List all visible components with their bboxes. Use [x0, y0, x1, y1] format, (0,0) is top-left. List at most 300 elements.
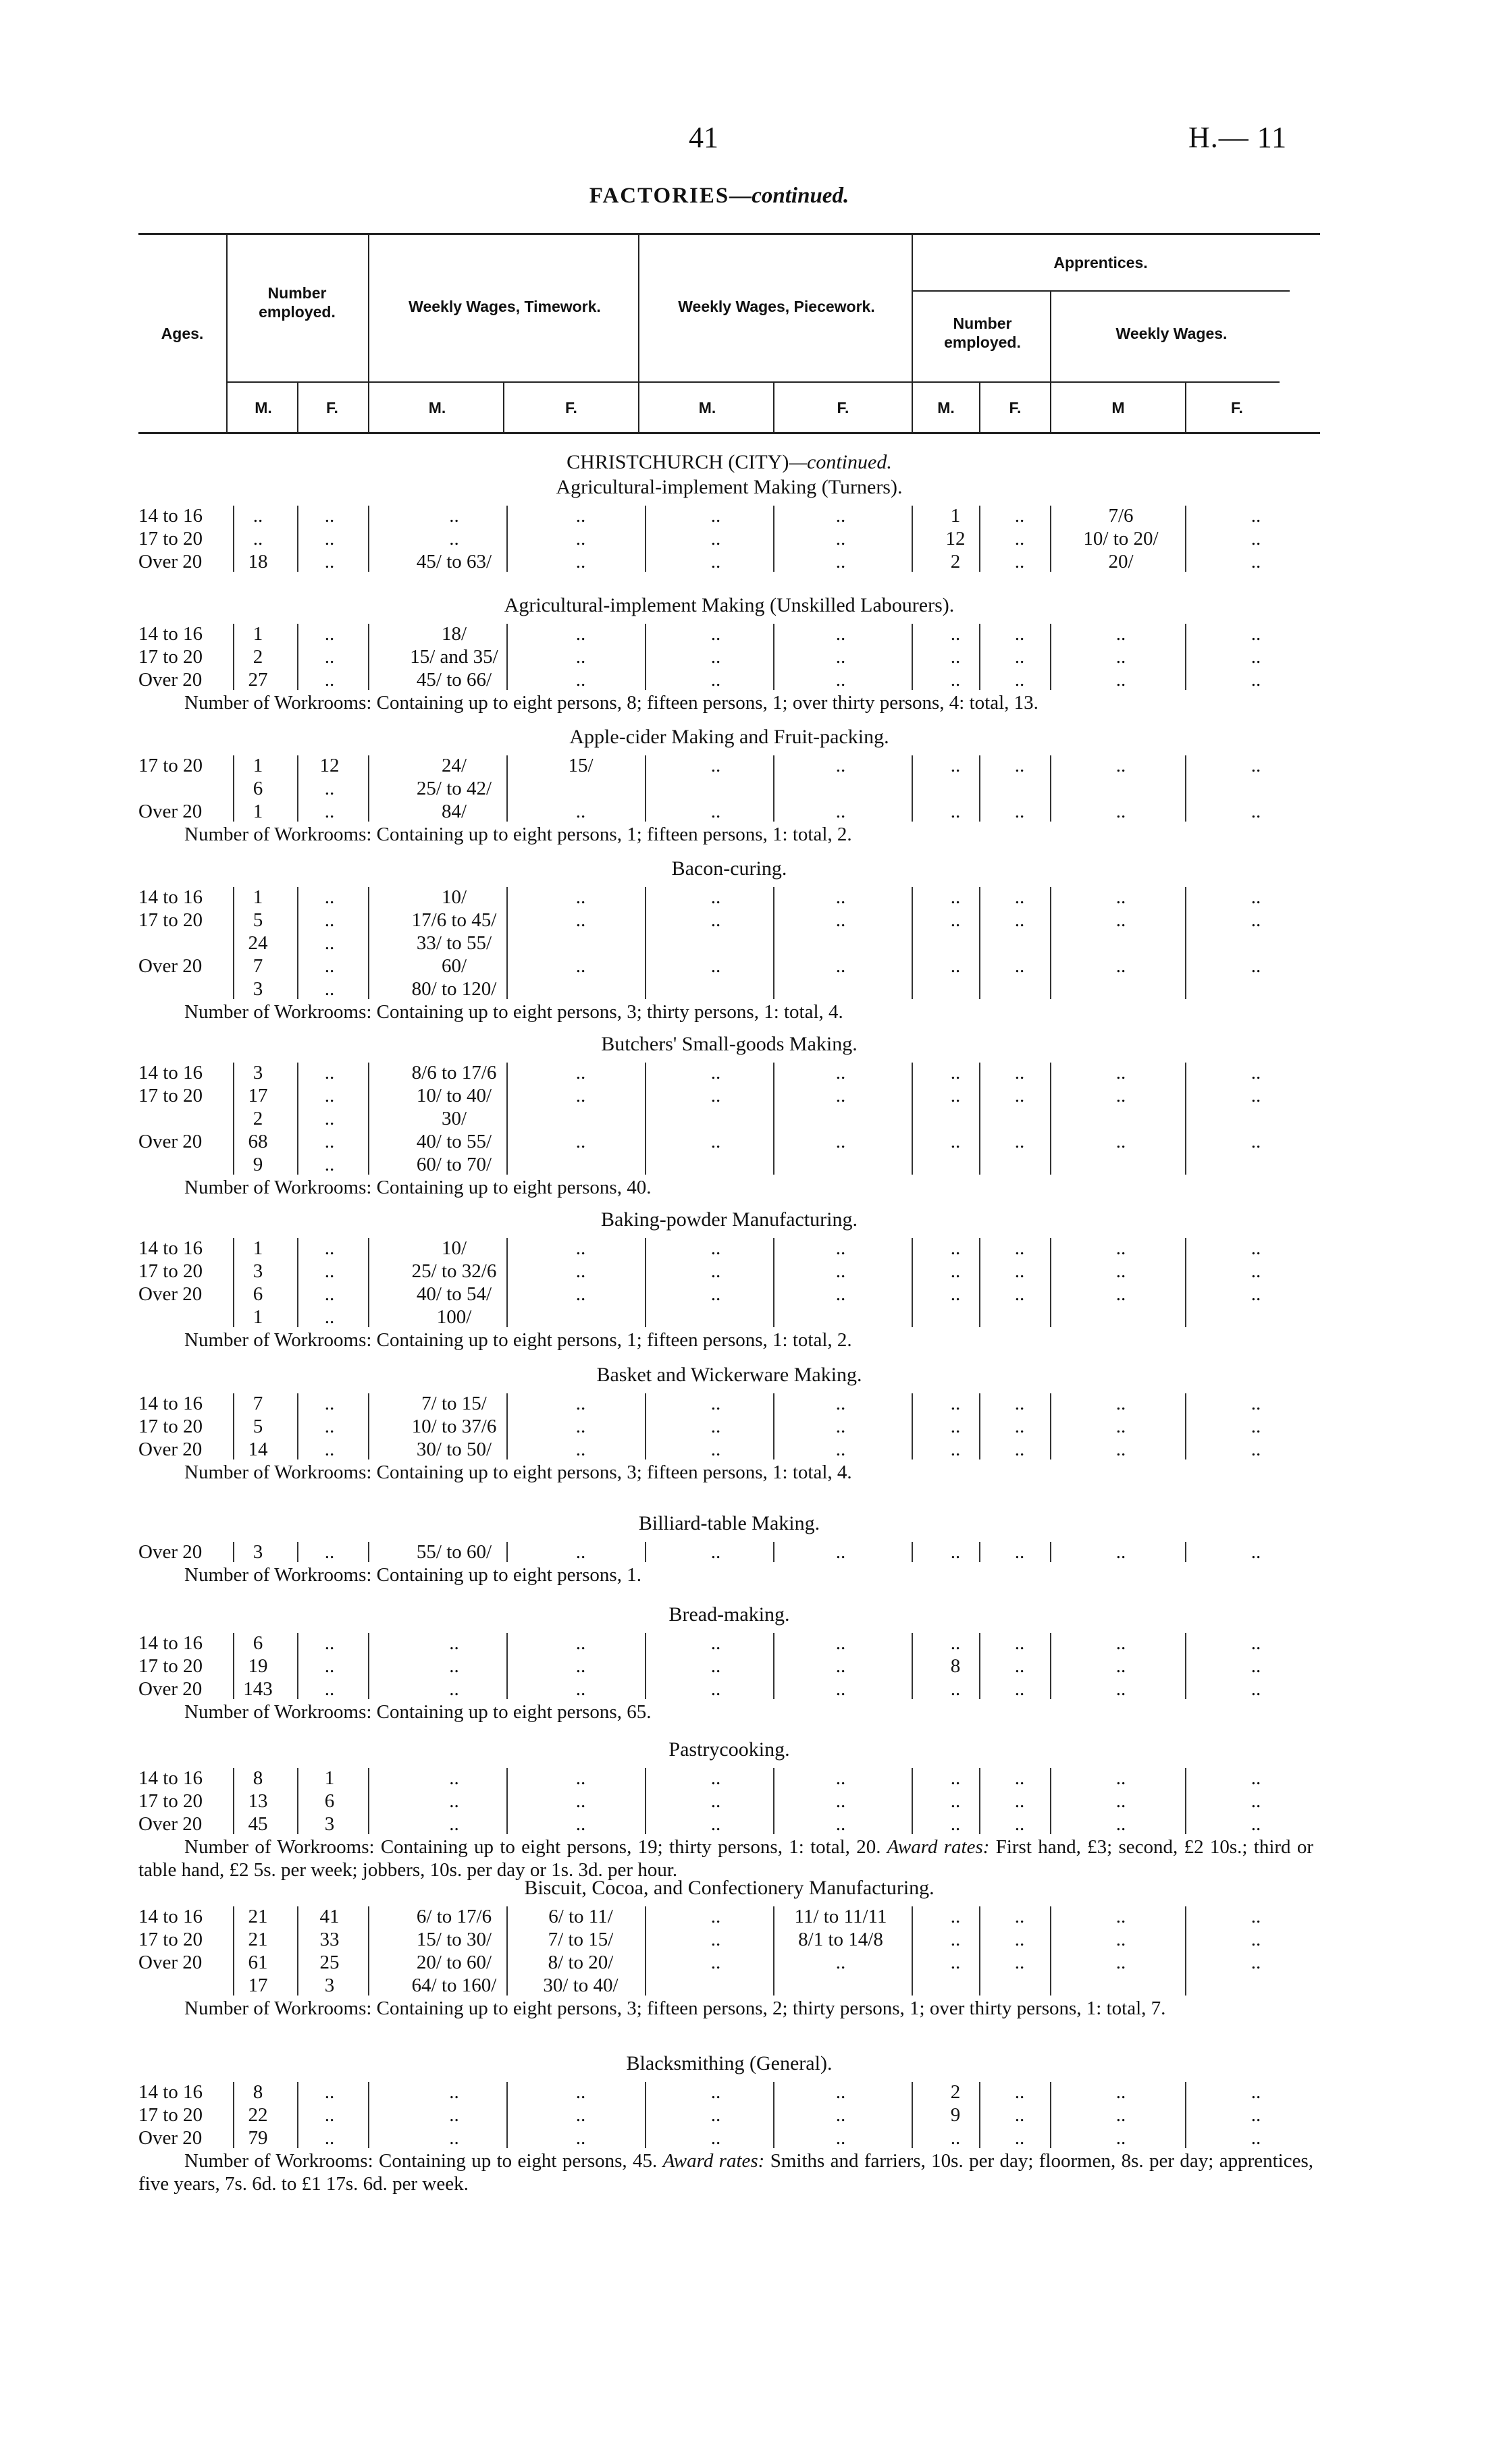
- cell-f: ..: [324, 1393, 335, 1414]
- workrooms-note: [138, 1176, 1313, 1199]
- cell-pm: ..: [710, 623, 721, 645]
- cell-wf: ..: [1251, 1062, 1261, 1083]
- cell-af: ..: [1014, 886, 1025, 908]
- column-rule: [645, 1542, 646, 1562]
- cell-age: Over 20: [138, 1131, 203, 1152]
- cell-f: ..: [324, 909, 335, 931]
- column-rule: [297, 624, 298, 690]
- cell-tm: 18/: [441, 623, 467, 645]
- cell-pm: ..: [710, 2127, 721, 2149]
- column-rule: [233, 1393, 234, 1459]
- cell-wm: ..: [1115, 1952, 1126, 1973]
- header-number-employed: Number employed.: [259, 284, 336, 321]
- column-rule: [979, 506, 980, 572]
- cell-age: 17 to 20: [138, 755, 203, 776]
- column-rule: [297, 1633, 298, 1699]
- cell-wf: ..: [1251, 528, 1261, 550]
- cell-m: 1: [253, 886, 263, 908]
- cell-wm: ..: [1115, 669, 1126, 691]
- cell-am: ..: [950, 1131, 961, 1152]
- cell-am: 9: [950, 2104, 961, 2126]
- page-number: 41: [689, 121, 718, 154]
- column-rule: [506, 624, 508, 690]
- cell-wf: ..: [1251, 1906, 1261, 1927]
- cell-tm: ..: [449, 505, 459, 527]
- column-rule: [912, 755, 913, 822]
- table-row: [0, 1974, 1350, 1997]
- column-rule: [1050, 1906, 1051, 1996]
- cell-af: ..: [1014, 505, 1025, 527]
- cell-wm: ..: [1115, 1767, 1126, 1789]
- workrooms-note: [138, 691, 1313, 714]
- cell-pf: ..: [835, 2127, 846, 2149]
- cell-f: ..: [324, 1439, 335, 1460]
- header-f: F.: [837, 399, 849, 417]
- cell-f: ..: [324, 2127, 335, 2149]
- cell-tm: 33/ to 55/: [416, 932, 492, 954]
- cell-wm: ..: [1115, 646, 1126, 668]
- cell-m: 6: [253, 1283, 263, 1305]
- column-rule: [773, 1768, 774, 1834]
- column-rule: [773, 2082, 774, 2148]
- cell-pm: ..: [710, 1655, 721, 1677]
- table-row: [0, 932, 1350, 955]
- cell-m: 3: [253, 1062, 263, 1083]
- column-rule: [645, 1633, 646, 1699]
- column-rule: [912, 624, 913, 690]
- table-row: [0, 504, 1350, 527]
- cell-tf: ..: [575, 909, 586, 931]
- cell-f: ..: [324, 1085, 335, 1106]
- cell-pf: ..: [835, 886, 846, 908]
- cell-f: ..: [324, 551, 335, 572]
- column-rule: [233, 887, 234, 999]
- column-rule: [645, 887, 646, 999]
- cell-age: 14 to 16: [138, 623, 203, 645]
- cell-tm: 30/: [441, 1108, 467, 1129]
- cell-am: ..: [950, 1929, 961, 1950]
- table-row: [0, 1905, 1350, 1928]
- cell-am: 8: [950, 1655, 961, 1677]
- column-rule: [1185, 1768, 1186, 1834]
- cell-age: 14 to 16: [138, 1062, 203, 1083]
- cell-tm: 45/ to 66/: [416, 669, 492, 691]
- cell-af: ..: [1014, 1439, 1025, 1460]
- column-rule: [368, 506, 369, 572]
- cell-wf: ..: [1251, 1260, 1261, 1282]
- cell-pf: ..: [835, 755, 846, 776]
- cell-pf: ..: [835, 1541, 846, 1563]
- cell-pf: ..: [835, 2081, 846, 2103]
- cell-pm: ..: [710, 669, 721, 691]
- cell-wm: ..: [1115, 1906, 1126, 1927]
- cell-tf: ..: [575, 955, 586, 977]
- column-rule: [1050, 2082, 1051, 2148]
- cell-af: ..: [1014, 646, 1025, 668]
- cell-tf: ..: [575, 1541, 586, 1563]
- cell-pf: ..: [835, 1393, 846, 1414]
- cell-age: Over 20: [138, 2127, 203, 2149]
- column-rule: [297, 1542, 298, 1562]
- cell-wf: ..: [1251, 1283, 1261, 1305]
- table-row: [0, 1813, 1350, 1836]
- cell-am: ..: [950, 646, 961, 668]
- cell-am: ..: [950, 1416, 961, 1437]
- table-row: [0, 1153, 1350, 1176]
- cell-pm: ..: [710, 909, 721, 931]
- cell-tm: 10/ to 40/: [416, 1085, 492, 1106]
- cell-wm: ..: [1115, 1085, 1126, 1106]
- column-rule: [233, 1633, 234, 1699]
- cell-f: ..: [324, 623, 335, 645]
- header-top-rule: [138, 233, 1320, 235]
- cell-pm: ..: [710, 1767, 721, 1789]
- cell-f: ..: [324, 1062, 335, 1083]
- column-rule: [506, 1768, 508, 1834]
- cell-wm: 10/ to 20/: [1083, 528, 1159, 550]
- cell-af: ..: [1014, 528, 1025, 550]
- column-rule: [506, 755, 508, 822]
- cell-am: 2: [950, 551, 961, 572]
- cell-tm: ..: [449, 1813, 459, 1835]
- cell-age: 17 to 20: [138, 1929, 203, 1950]
- cell-af: ..: [1014, 2081, 1025, 2103]
- column-rule: [1050, 755, 1051, 822]
- column-rule: [773, 1542, 774, 1562]
- section-title: Agricultural-implement Making (Unskilled Labourers).: [504, 594, 955, 616]
- column-rule: [773, 1063, 774, 1175]
- cell-pf: 8/1 to 14/8: [798, 1929, 883, 1950]
- cell-pm: ..: [710, 2104, 721, 2126]
- header-weekly-timework: Weekly Wages, Timework.: [409, 298, 601, 315]
- cell-pf: ..: [835, 1237, 846, 1259]
- cell-m: 9: [253, 1154, 263, 1175]
- column-rule: [1050, 1238, 1051, 1327]
- cell-tm: 25/ to 32/6: [411, 1260, 497, 1282]
- header-f: F.: [565, 399, 577, 417]
- cell-tm: 7/ to 15/: [421, 1393, 487, 1414]
- workrooms-text: Number of Workrooms: Containing up to eight persons, 3; thirty persons, 1: total, 4.: [184, 1001, 843, 1023]
- cell-wm: ..: [1115, 2081, 1126, 2103]
- cell-af: ..: [1014, 551, 1025, 572]
- section-title: Butchers' Small-goods Making.: [601, 1033, 858, 1055]
- cell-wf: ..: [1251, 2081, 1261, 2103]
- table-row: [0, 800, 1350, 823]
- cell-pm: ..: [710, 1260, 721, 1282]
- header-divider: [368, 235, 369, 432]
- cell-age: 14 to 16: [138, 2081, 203, 2103]
- cell-f: ..: [324, 505, 335, 527]
- column-rule: [368, 2082, 369, 2148]
- cell-m: 3: [253, 1541, 263, 1563]
- cell-m: 17: [248, 1085, 268, 1106]
- cell-pm: ..: [710, 551, 721, 572]
- cell-pf: ..: [835, 1678, 846, 1700]
- table-row: [0, 527, 1350, 550]
- cell-pm: ..: [710, 2081, 721, 2103]
- cell-tf: 6/ to 11/: [548, 1906, 613, 1927]
- cell-tf: ..: [575, 1085, 586, 1106]
- cell-tm: 10/: [441, 1237, 467, 1259]
- cell-am: ..: [950, 1393, 961, 1414]
- cell-age: 17 to 20: [138, 1655, 203, 1677]
- cell-wf: ..: [1251, 1655, 1261, 1677]
- cell-am: ..: [950, 801, 961, 822]
- cell-am: ..: [950, 909, 961, 931]
- table-row: [0, 754, 1350, 777]
- cell-af: ..: [1014, 623, 1025, 645]
- cell-tm: 60/: [441, 955, 467, 977]
- cell-tm: ..: [449, 1655, 459, 1677]
- cell-pf: 11/ to 11/11: [794, 1906, 887, 1927]
- cell-wm: ..: [1115, 1283, 1126, 1305]
- cell-f: ..: [324, 932, 335, 954]
- cell-pm: ..: [710, 755, 721, 776]
- cell-m: 7: [253, 955, 263, 977]
- cell-tm: 15/ and 35/: [410, 646, 498, 668]
- cell-pf: ..: [835, 1260, 846, 1282]
- cell-wf: ..: [1251, 1439, 1261, 1460]
- column-rule: [1185, 506, 1186, 572]
- cell-m: 1: [253, 1237, 263, 1259]
- cell-wm: ..: [1115, 1237, 1126, 1259]
- column-rule: [297, 1906, 298, 1996]
- cell-pm: ..: [710, 1237, 721, 1259]
- table-row: [0, 1951, 1350, 1974]
- cell-am: 1: [950, 505, 961, 527]
- cell-f: 6: [324, 1790, 335, 1812]
- cell-f: 25: [319, 1952, 340, 1973]
- cell-f: 3: [324, 1813, 335, 1835]
- cell-wm: 7/6: [1108, 505, 1134, 527]
- cell-m: 14: [248, 1439, 268, 1460]
- column-rule: [297, 887, 298, 999]
- cell-wm: 20/: [1108, 551, 1134, 572]
- cell-af: ..: [1014, 1906, 1025, 1927]
- section-title: Agricultural-implement Making (Turners).: [556, 476, 903, 498]
- cell-wf: ..: [1251, 1952, 1261, 1973]
- cell-wf: ..: [1251, 1790, 1261, 1812]
- cell-pm: ..: [710, 1906, 721, 1927]
- section-title: Pastrycooking.: [668, 1738, 790, 1761]
- column-rule: [233, 506, 234, 572]
- cell-age: 14 to 16: [138, 1906, 203, 1927]
- cell-wm: ..: [1115, 1439, 1126, 1460]
- cell-f: ..: [324, 1131, 335, 1152]
- cell-wf: ..: [1251, 1678, 1261, 1700]
- cell-af: ..: [1014, 1260, 1025, 1282]
- cell-age: 17 to 20: [138, 2104, 203, 2126]
- cell-pf: ..: [835, 669, 846, 691]
- cell-tf: ..: [575, 551, 586, 572]
- cell-tm: 40/ to 54/: [416, 1283, 492, 1305]
- cell-wm: ..: [1115, 1790, 1126, 1812]
- cell-tm: 20/ to 60/: [416, 1952, 492, 1973]
- column-rule: [1185, 624, 1186, 690]
- column-rule: [368, 1768, 369, 1834]
- column-rule: [1185, 1633, 1186, 1699]
- cell-wm: ..: [1115, 955, 1126, 977]
- cell-wm: ..: [1115, 755, 1126, 776]
- cell-m: 2: [253, 1108, 263, 1129]
- cell-f: ..: [324, 669, 335, 691]
- cell-wm: ..: [1115, 801, 1126, 822]
- column-rule: [506, 1063, 508, 1175]
- table-row: [0, 1541, 1350, 1563]
- column-rule: [912, 1633, 913, 1699]
- table-row: [0, 955, 1350, 977]
- table-row: [0, 1678, 1350, 1700]
- cell-pf: ..: [835, 646, 846, 668]
- cell-tf: 7/ to 15/: [548, 1929, 614, 1950]
- column-rule: [979, 887, 980, 999]
- cell-tm: ..: [449, 1632, 459, 1654]
- cell-tf: ..: [575, 1416, 586, 1437]
- column-rule: [1050, 506, 1051, 572]
- cell-tm: 45/ to 63/: [416, 551, 492, 572]
- column-rule: [297, 755, 298, 822]
- cell-wf: ..: [1251, 955, 1261, 977]
- cell-m: 19: [248, 1655, 268, 1677]
- cell-wm: ..: [1115, 1632, 1126, 1654]
- cell-af: ..: [1014, 669, 1025, 691]
- cell-tf: ..: [575, 1632, 586, 1654]
- column-rule: [506, 1542, 508, 1562]
- cell-tm: 17/6 to 45/: [411, 909, 497, 931]
- cell-wf: ..: [1251, 2104, 1261, 2126]
- cell-pf: ..: [835, 801, 846, 822]
- cell-tm: 40/ to 55/: [416, 1131, 492, 1152]
- column-rule: [368, 1063, 369, 1175]
- cell-m: 3: [253, 1260, 263, 1282]
- header-f: F.: [326, 399, 338, 417]
- cell-am: ..: [950, 1790, 961, 1812]
- cell-f: ..: [324, 1154, 335, 1175]
- cell-m: 143: [243, 1678, 273, 1700]
- section-title: Baking-powder Manufacturing.: [601, 1208, 858, 1231]
- cell-am: ..: [950, 1062, 961, 1083]
- cell-tf: 15/: [568, 755, 594, 776]
- cell-wf: ..: [1251, 801, 1261, 822]
- cell-tm: ..: [449, 1767, 459, 1789]
- column-rule: [506, 2082, 508, 2148]
- column-rule: [1050, 1393, 1051, 1459]
- header-divider: [638, 235, 639, 432]
- cell-wf: ..: [1251, 623, 1261, 645]
- column-rule: [773, 1238, 774, 1327]
- column-rule: [233, 1768, 234, 1834]
- cell-am: ..: [950, 1678, 961, 1700]
- section-title: Biscuit, Cocoa, and Confectionery Manufacturing.: [524, 1877, 935, 1899]
- cell-tf: ..: [575, 1767, 586, 1789]
- page-reference: H.— 11: [1188, 121, 1288, 154]
- cell-pf: ..: [835, 1439, 846, 1460]
- cell-f: ..: [324, 1108, 335, 1129]
- cell-tm: 6/ to 17/6: [416, 1906, 492, 1927]
- table-row: [0, 1790, 1350, 1813]
- cell-m: 18: [248, 551, 268, 572]
- cell-wf: ..: [1251, 505, 1261, 527]
- cell-m: 27: [248, 669, 268, 691]
- cell-tm: ..: [449, 1790, 459, 1812]
- cell-age: Over 20: [138, 801, 203, 822]
- column-rule: [912, 1906, 913, 1996]
- cell-af: ..: [1014, 1131, 1025, 1152]
- column-rule: [233, 1238, 234, 1327]
- cell-f: ..: [324, 1416, 335, 1437]
- header-m: M: [1111, 399, 1125, 417]
- column-rule: [1050, 1633, 1051, 1699]
- cell-f: 33: [319, 1929, 340, 1950]
- column-rule: [233, 1063, 234, 1175]
- cell-wf: ..: [1251, 1767, 1261, 1789]
- page-title: [0, 184, 1438, 209]
- column-rule: [506, 1906, 508, 1996]
- cell-pf: ..: [835, 1952, 846, 1973]
- cell-pm: ..: [710, 1678, 721, 1700]
- cell-f: ..: [324, 1306, 335, 1328]
- cell-af: ..: [1014, 955, 1025, 977]
- header-weekly-piecework: Weekly Wages, Piecework.: [678, 298, 875, 315]
- cell-tf: ..: [575, 2081, 586, 2103]
- cell-af: ..: [1014, 909, 1025, 931]
- cell-wf: ..: [1251, 755, 1261, 776]
- header-mid-rule: [226, 381, 1280, 383]
- table-row: [0, 1107, 1350, 1130]
- cell-wf: ..: [1251, 551, 1261, 572]
- column-rule: [233, 755, 234, 822]
- cell-af: ..: [1014, 1767, 1025, 1789]
- cell-tm: ..: [449, 528, 459, 550]
- cell-f: ..: [324, 886, 335, 908]
- cell-am: ..: [950, 886, 961, 908]
- cell-wf: ..: [1251, 1632, 1261, 1654]
- cell-tf: ..: [575, 505, 586, 527]
- cell-af: ..: [1014, 1062, 1025, 1083]
- cell-m: 24: [248, 932, 268, 954]
- column-rule: [368, 1542, 369, 1562]
- column-rule: [645, 1393, 646, 1459]
- cell-af: ..: [1014, 1393, 1025, 1414]
- cell-age: 14 to 16: [138, 1632, 203, 1654]
- section-title: Blacksmithing (General).: [626, 2052, 833, 2074]
- cell-am: 12: [945, 528, 966, 550]
- cell-m: 1: [253, 755, 263, 776]
- cell-m: 1: [253, 623, 263, 645]
- district-name: CHRISTCHURCH (CITY): [567, 451, 789, 473]
- column-rule: [912, 1238, 913, 1327]
- cell-tf: ..: [575, 1790, 586, 1812]
- column-rule: [506, 1393, 508, 1459]
- workrooms-text: Number of Workrooms: Containing up to eight persons, 65.: [184, 1701, 652, 1723]
- cell-wf: ..: [1251, 1237, 1261, 1259]
- header-ages: Ages.: [161, 325, 204, 342]
- table-row: [0, 1655, 1350, 1678]
- table-row: [0, 977, 1350, 1000]
- cell-wf: ..: [1251, 646, 1261, 668]
- cell-tm: ..: [449, 2104, 459, 2126]
- cell-af: ..: [1014, 1632, 1025, 1654]
- cell-wm: ..: [1115, 909, 1126, 931]
- column-rule: [645, 1238, 646, 1327]
- cell-age: 14 to 16: [138, 505, 203, 527]
- cell-f: ..: [324, 1260, 335, 1282]
- column-rule: [506, 506, 508, 572]
- table-row: [0, 1438, 1350, 1461]
- cell-m: 3: [253, 978, 263, 1000]
- cell-pf: ..: [835, 1416, 846, 1437]
- section-title: Bread-making.: [668, 1603, 790, 1626]
